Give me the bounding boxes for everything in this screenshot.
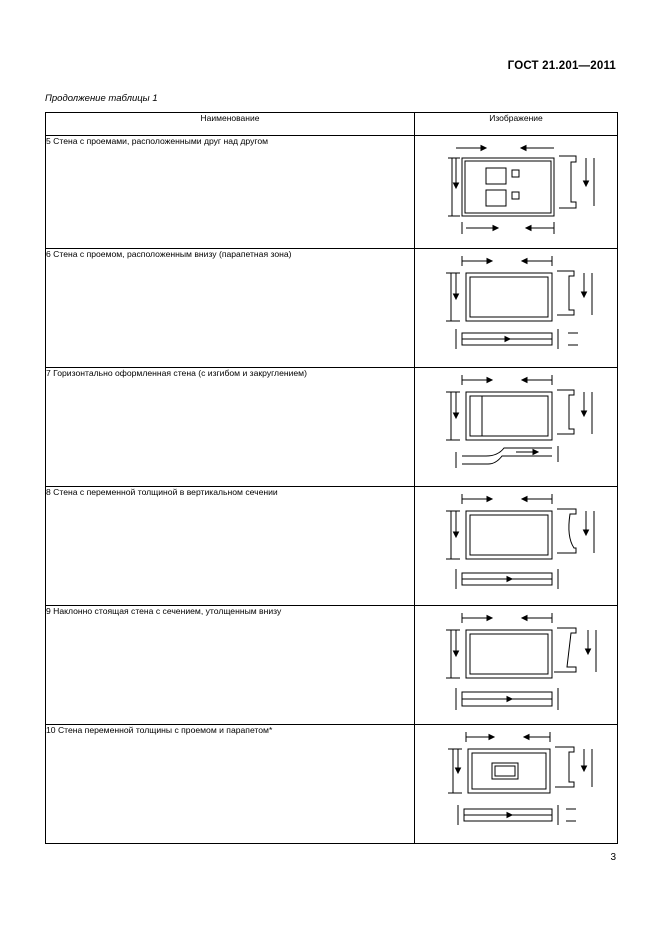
row-name-6: 6 Стена с проемом, расположенным внизу (парапетная зона)	[46, 249, 415, 368]
table-row	[46, 249, 618, 368]
table-header	[46, 113, 618, 136]
row-name-9: 9 Наклонно стоящая стена с сечением, утолщенным внизу	[46, 606, 415, 725]
table-row	[46, 606, 618, 725]
column-header-image: Изображение	[415, 113, 618, 136]
table-row	[46, 487, 618, 606]
table-caption: Продолжение таблицы 1	[45, 93, 158, 104]
column-header-name: Наименование	[46, 113, 415, 136]
table-header-row	[46, 113, 618, 136]
specification-table	[45, 112, 618, 844]
wall-with-bottom-opening-diagram	[426, 249, 606, 361]
row-image-8	[415, 487, 618, 606]
horizontally-shaped-wall-diagram	[426, 368, 606, 480]
row-image-7	[415, 368, 618, 487]
variable-thickness-wall-diagram	[426, 487, 606, 599]
row-image-9	[415, 606, 618, 725]
table-row	[46, 136, 618, 249]
table-row	[46, 725, 618, 844]
row-name-5: 5 Стена с проемами, расположенными друг над другом	[46, 136, 415, 249]
row-image-10	[415, 725, 618, 844]
table-body	[46, 136, 618, 844]
wall-with-stacked-openings-diagram	[426, 136, 606, 244]
inclined-wall-diagram	[426, 606, 606, 718]
row-image-6	[415, 249, 618, 368]
row-name-7: 7 Горизонтально оформленная стена (с изгибом и закруглением)	[46, 368, 415, 487]
table-row	[46, 368, 618, 487]
standard-number: ГОСТ 21.201—2011	[507, 60, 616, 72]
page-number: 3	[610, 852, 616, 863]
variable-thickness-wall-with-opening-diagram	[426, 725, 606, 837]
row-name-10: 10 Стена переменной толщины с проемом и парапетом*	[46, 725, 415, 844]
row-image-5	[415, 136, 618, 249]
row-name-8: 8 Стена с переменной толщиной в вертикальном сечении	[46, 487, 415, 606]
